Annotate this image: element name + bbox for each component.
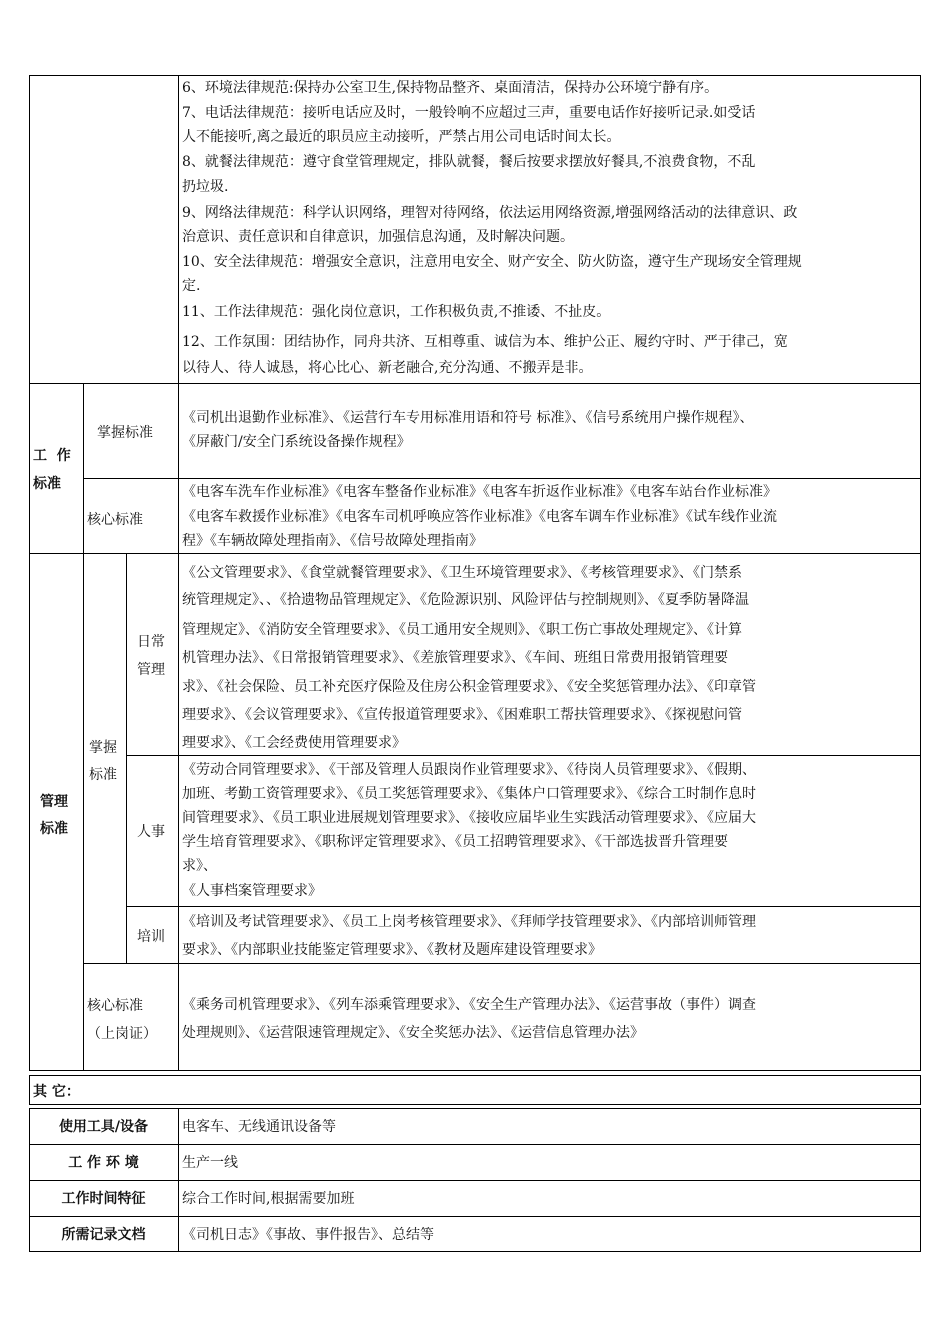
daily-mgmt-line: 求》、《社会保险、员工补充医疗保险及住房公积金管理要求》、《安全奖惩管理办法》、《印章管 bbox=[182, 679, 756, 695]
law-line: 扔垃圾. bbox=[182, 179, 229, 195]
work-standard-label-1: 工 作 bbox=[33, 448, 71, 464]
law-line: 8、就餐法律规范：遵守食堂管理规定，排队就餐，餐后按要求摆放好餐具,不浪费食物，不乱 bbox=[182, 154, 756, 170]
law-line: 治意识、责任意识和自律意识，加强信息沟通，及时解决问题。 bbox=[182, 229, 574, 245]
hr-line: 求》、 bbox=[182, 858, 217, 874]
work-core-line: 程》《车辆故障处理指南》、《信号故障处理指南》 bbox=[182, 533, 483, 549]
work-mastery-line: 《屏蔽门/安全门系统设备操作规程》 bbox=[182, 434, 411, 450]
hr-label: 人事 bbox=[137, 824, 165, 840]
hr-line: 《人事档案管理要求》 bbox=[182, 883, 322, 899]
mgmt-core-line: 《乘务司机管理要求》、《列车添乘管理要求》、《安全生产管理办法》、《运营事故（事件）调查 bbox=[182, 997, 756, 1013]
daily-mgmt-line: 理要求》、《会议管理要求》、《宣传报道管理要求》、《困难职工帮扶管理要求》、《探视慰问管 bbox=[182, 707, 742, 723]
other-row-label: 所需记录文档 bbox=[61, 1227, 146, 1243]
training-line: 要求》、《内部职业技能鉴定管理要求》、《教材及题库建设管理要求》 bbox=[182, 942, 602, 958]
other-row-value: 综合工作时间,根据需要加班 bbox=[182, 1191, 355, 1207]
training-line: 《培训及考试管理要求》、《员工上岗考核管理要求》、《拜师学技管理要求》、《内部培训师管理 bbox=[182, 914, 756, 930]
other-row-label: 使用工具/设备 bbox=[58, 1119, 149, 1135]
daily-mgmt-label-1: 日常 bbox=[137, 634, 165, 650]
law-line: 9、网络法律规范：科学认识网络，理智对待网络，依法运用网络资源,增强网络活动的法律意识、政 bbox=[182, 205, 798, 221]
daily-mgmt-line: 理要求》、《工会经费使用管理要求》 bbox=[182, 735, 406, 751]
work-mastery-line: 《司机出退勤作业标准》、《运营行车专用标准用语和符号 标准》、《信号系统用户操作规程》、 bbox=[182, 410, 754, 426]
other-row-value: 生产一线 bbox=[182, 1155, 238, 1171]
other-row-value: 《司机日志》《事故、事件报告》、总结等 bbox=[182, 1227, 434, 1243]
mgmt-core-line: 处理规则》、《运营限速管理规定》、《安全奖惩办法》、《运营信息管理办法》 bbox=[182, 1025, 644, 1041]
law-line: 6、环境法律规范:保持办公室卫生,保持物品整齐、桌面清洁，保持办公环境宁静有序。 bbox=[182, 80, 719, 96]
mgmt-standard-label-2: 标准 bbox=[40, 821, 68, 837]
law-line: 人不能接听,离之最近的职员应主动接听，严禁占用公司电话时间太长。 bbox=[182, 129, 621, 145]
hr-line: 间管理要求》、《员工职业进展规划管理要求》、《接收应届毕业生实践活动管理要求》、《应届大 bbox=[182, 810, 756, 826]
law-line: 11、工作法律规范：强化岗位意识，工作积极负责,不推诿、不扯皮。 bbox=[182, 304, 611, 320]
law-line: 10、安全法律规范：增强安全意识，注意用电安全、财产安全、防火防盗，遵守生产现场安全管理规 bbox=[182, 254, 802, 270]
hr-line: 《劳动合同管理要求》、《干部及管理人员跟岗作业管理要求》、《待岗人员管理要求》、《假期、 bbox=[182, 762, 756, 778]
other-header: 其 它： bbox=[33, 1084, 80, 1100]
other-header-box bbox=[29, 1075, 921, 1105]
mgmt-mastery-label-1: 掌握 bbox=[89, 740, 117, 756]
daily-mgmt-line: 统管理规定》、、《拾遗物品管理规定》、《危险源识别、风险评估与控制规则》、《夏季防暑降温 bbox=[182, 592, 749, 608]
work-mastery-label: 掌握标准 bbox=[97, 425, 153, 441]
other-row-label: 工作时间特征 bbox=[61, 1191, 146, 1207]
mgmt-core-label-2: （上岗证） bbox=[87, 1026, 157, 1042]
training-label: 培训 bbox=[137, 929, 165, 945]
law-line: 12、工作氛围：团结协作，同舟共济、互相尊重、诚信为本、维护公正、履约守时、严于律己，宽 bbox=[182, 334, 788, 350]
mgmt-core-label-1: 核心标准 bbox=[87, 998, 143, 1014]
hr-line: 学生培育管理要求》、《职称评定管理要求》、《员工招聘管理要求》、《干部选拔晋升管理要 bbox=[182, 834, 728, 850]
work-core-label: 核心标准 bbox=[87, 512, 143, 528]
daily-mgmt-line: 机管理办法》、《日常报销管理要求》、《差旅管理要求》、《车间、班组日常费用报销管理要 bbox=[182, 650, 728, 666]
mgmt-mastery-label-2: 标准 bbox=[89, 767, 117, 783]
work-core-line: 《电客车救援作业标准》《电客车司机呼唤应答作业标准》《电客车调车作业标准》《试车线作业流 bbox=[182, 509, 777, 525]
daily-mgmt-label-2: 管理 bbox=[137, 662, 165, 678]
other-row-label: 工 作 环 境 bbox=[68, 1155, 139, 1171]
other-row-value: 电客车、无线通讯设备等 bbox=[182, 1119, 336, 1135]
work-standard-label-2: 标准 bbox=[33, 476, 61, 492]
law-line: 定. bbox=[182, 278, 201, 294]
law-line: 以待人、待人诚恳，将心比心、新老融合,充分沟通、不搬弄是非。 bbox=[182, 360, 593, 376]
hr-line: 加班、考勤工资管理要求》、《员工奖惩管理要求》、《集体户口管理要求》、《综合工时制作息时 bbox=[182, 786, 756, 802]
daily-mgmt-line: 《公文管理要求》、《食堂就餐管理要求》、《卫生环境管理要求》、《考核管理要求》、《门禁系 bbox=[182, 565, 742, 581]
mgmt-standard-label-1: 管理 bbox=[40, 794, 68, 810]
daily-mgmt-line: 管理规定》、《消防安全管理要求》、《员工通用安全规则》、《职工伤亡事故处理规定》、《计算 bbox=[182, 622, 742, 638]
work-core-line: 《电客车洗车作业标准》《电客车整备作业标准》《电客车折返作业标准》《电客车站台作业标准》 bbox=[182, 484, 777, 500]
law-line: 7、电话法律规范：接听电话应及时，一般铃响不应超过三声，重要电话作好接听记录.如受话 bbox=[182, 105, 756, 121]
